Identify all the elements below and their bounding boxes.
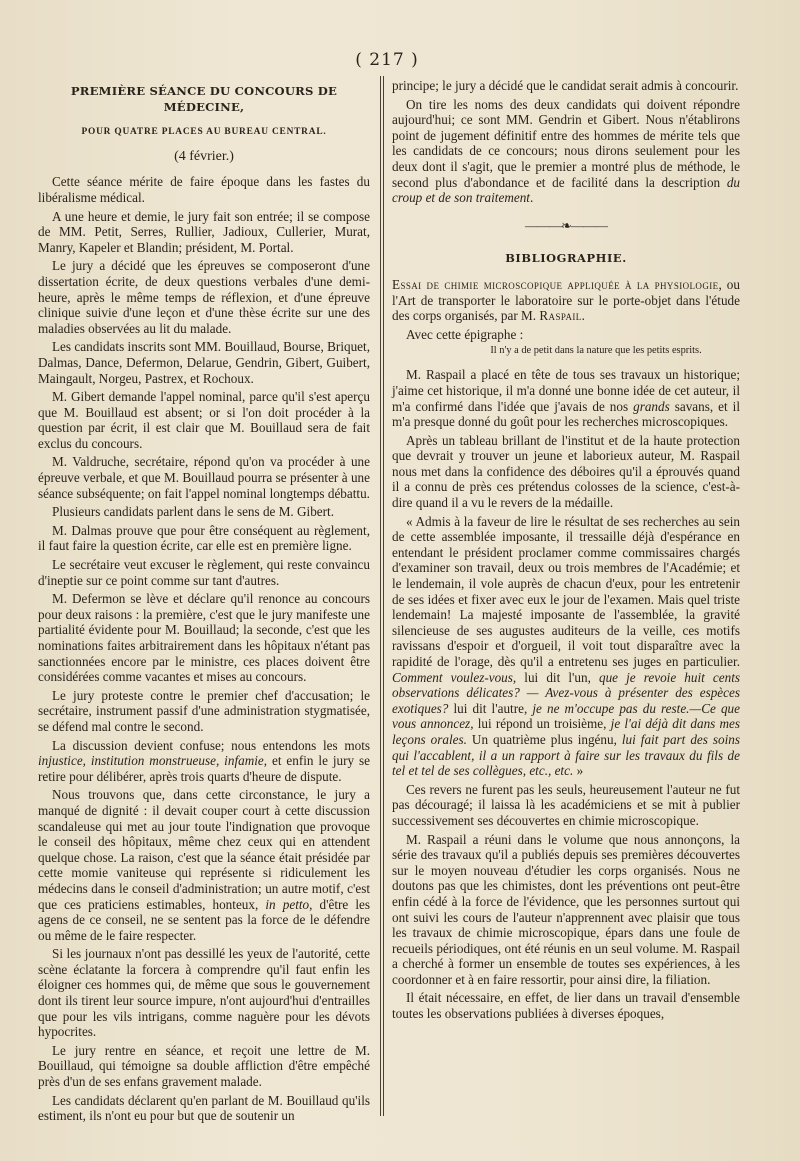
paragraph: M. Raspail a réuni dans le volume que nous annonçons, la série des travaux qu'il a publiés depuis ses premières découvertes sur le moyen nouveau d'étudier les corps organisés. Nous ne doutons pas que les chimistes, dont les préventions ont peut-être enfin cédé à la force de l'évidence, que les personnes surtout qui ont suivi les cours de l'auteur n'apprennent avec plaisir que tous les travaux de chimie microscopique, épars dans une foule de recueils périodiques, ont été réunis en un seul volume. M. Raspail a cherché à former un ensemble de toutes ses expériences, à les coordonner et à en faire ressortir, pour ainsi dire, la filiation. [392, 831, 740, 987]
article-date: (4 février.) [174, 148, 234, 164]
paragraph: M. Dalmas prouve que pour être conséquent au règlement, il faut faire la question écrite, car elle est en première ligne. [38, 522, 370, 554]
text-span: . [529, 190, 534, 206]
block-quote: « Admis à la faveur de lire le résultat de ses recherches au sein de cette assemblée imposante, il tressaille déjà d'espérance en entendant le président proclamer comme commissaires chargés d'examiner son travail, deux ou trois membres de l'Académie; et le lendemain, il vole auprès de chacun d'eux, pour les entretenir de ses idées et fixer avec eux le jour de l'examen. Mais quel triste lendemain! La majesté imposante de l'assemblée, la gravité silencieuse de ses augustes auditeurs de la veille, ces motifs ravissans d'espoir et d'orgueil, il voit tout disparaître avec la rapidité de l'orage, dès qu'il a entretenu ses juges en particulier. Comment voulez-vous, lui dit l'un, que je revoie huit cents observations délicates? — Avez-vous à présenter des espèces exotiques? lui dit l'autre, je ne m'occupe pas du reste.—Ce que vous annoncez, lui répond un troisième, je l'ai déjà dit dans mes leçons orales. Un quatrième plus ingénu, lui fait part des soins qui l'accablent, il a un rapport à faire sur les travaux du fils de tel et tel de ses collègues, etc., etc. » [392, 513, 741, 779]
italic-span: injustice, institution monstrueuse, infamie [38, 753, 264, 769]
section-separator: ———❧——— [525, 217, 607, 233]
right-column [392, 78, 740, 1025]
italic-span: du croup et de son traitement [392, 174, 740, 206]
quote-italic: je l'ai déjà dit dans mes leçons orales. [392, 716, 741, 747]
quote-text: lui dit l'autre, [448, 700, 533, 716]
paragraph: Si les journaux n'ont pas dessillé les yeux de l'autorité, cette scène éclatante la forcera à comprendre qu'il faut enfin les éloigner ces hommes qui, de même que sous le gouvernement dont ils tirent leur source impure, n'ont aujourd'hui d'entrailles que pour les vils intrigans, comme naguère pour les dévots hypocrites. [38, 946, 370, 1040]
text-span: savans, et il m'a presque donné du goût pour les recherches microscopiques. [392, 398, 740, 430]
left-column [38, 78, 370, 1127]
paragraph: Le jury rentre en séance, et reçoit une lettre de M. Bouillaud, qui témoigne sa double affliction d'être empêché près d'un de ses enfans gravement malade. [38, 1042, 370, 1090]
italic-span: grands [633, 398, 670, 414]
paragraph: Le secrétaire veut excuser le règlement, qui reste convaincu d'ineptie sur ce point comme sur tant d'autres. [38, 557, 370, 588]
book-entry [392, 277, 740, 324]
quote-italic: lui fait part des soins qui l'accablent, il a un rapport à faire sur les travaux du fils de tel et tel de ses collègues, etc., etc. [392, 731, 741, 779]
italic-span: in petto [265, 896, 310, 912]
paragraph: Les candidats inscrits sont MM. Bouillaud, Bourse, Briquet, Dalmas, Dance, Defermon, Delarue, Gendrin, Gibert, Guibert, Maingault, Norgeu, Pastrex, et Rochoux. [38, 339, 370, 386]
paragraph: M. Valdruche, secrétaire, répond qu'on va procéder à une épreuve verbale, et que M. Bouillaud pourra se présenter à une séance subséquente; on fait l'appel nominal longtemps débattu. [38, 454, 370, 501]
paragraph-continued: principe; le jury a décidé que le candidat serait admis à concourir. [392, 78, 739, 93]
bibliography-heading: BIBLIOGRAPHIE. [505, 251, 627, 266]
book-author: Raspail. [539, 308, 586, 324]
quote-text: lui répond un troisième, [473, 716, 611, 732]
quote-text: » [573, 763, 584, 779]
quote-text: Admis à la faveur de lire le résultat de ses recherches au sein de cette assemblée imposante, il tressaille déjà d'espérance en entendant le président proclamer comme commissaires chargés d'examiner son travail, deux ou trois membres de l'Académie; et le lendemain, il vole auprès de chacun d'eux, pour les entretenir de ses idées et fixer avec eux le jour de l'examen. Mais quel triste lendemain! La majesté imposante de l'assemblée, la gravité silencieuse de ses augustes auditeurs de la veille, ces motifs ravissans d'espoir et d'orgueil, il voit tout disparaître avec la rapidité de l'orage, dès qu'il a entretenu ses juges en particulier. [392, 513, 740, 669]
quote-italic: Comment voulez-vous [392, 669, 513, 685]
article-heading: PREMIÈRE SÉANCE DU CONCOURS DE MÉDECINE, [70, 84, 338, 114]
quote-text: Un quatrième plus ingénu, [466, 731, 622, 747]
text-span: M. Raspail a placé en tête de tous ses travaux un historique; j'aime cet historique, il m'a donné une bonne idée de cet auteur, il m'a confirmé dans l'idée que j'avais de nos [392, 367, 740, 414]
paragraph: A une heure et demie, le jury fait son entrée; il se compose de MM. Petit, Serres, Rullier, Jadioux, Cullerier, Murat, Manry, Kapeler et Blandin; président, M. Portal. [38, 208, 370, 255]
epigraph: Il n'y a de petit dans la nature que les petits esprits. [490, 345, 702, 357]
paragraph: Les candidats déclarent qu'en parlant de M. Bouillaud qu'ils estiment, ils n'ont eu pour but que de soutenir un [38, 1092, 370, 1124]
text-span: On tire les noms des deux candidats qui doivent répondre aujourd'hui; ce sont MM. Gendrin et Gibert. Nous n'établirons point de jugement définitif entre des hommes de mérite tels que les candidats de ce concours; nous dirons seulement pour les deux dont il s'agit, que le premier a montré plus de méthode, le second plus d'abondance et de facilité dans la description [392, 96, 740, 190]
quote-italic: je ne m'occupe pas du reste.—Ce que vous annoncez, [392, 700, 740, 732]
column-rule [380, 76, 384, 1116]
paragraph: Le jury a décidé que les épreuves se composeront d'une dissertation écrite, de deux questions verbales d'une demi-heure, après le même temps de réflexion, et d'une épreuve clinique suivie d'une leçon et d'une thèse écrite sur une des maladies observées au lit du malade. [38, 258, 370, 336]
paragraph: Plusieurs candidats parlent dans le sens de M. Gibert. [52, 504, 335, 520]
page-number: ( 217 ) [355, 50, 419, 70]
paragraph-gendrin [392, 97, 740, 206]
paragraph: Cette séance mérite de faire époque dans les fastes du libéralisme médical. [38, 174, 370, 205]
book-description: ou l'Art de transporter le laboratoire sur le porte-objet dans l'étude des corps organisés, par M. [392, 276, 740, 324]
article-subheading: POUR QUATRE PLACES AU BUREAU CENTRAL. [81, 127, 327, 138]
book-title: Essai de chimie microscopique appliquée à la physiologie, [392, 276, 723, 292]
epigraph-intro: Avec cette épigraphe : [406, 326, 524, 342]
text-span: , d'être les agens de ce conseil, ne se sentent pas la force de le défendre ou même de le faire respecter. [38, 896, 370, 943]
text-span: Nous trouvons que, dans cette circonstance, le jury a manqué de dignité : il devait couper court à cette discussion scandaleuse qui met au jour toute l'indignation que provoque le conseil des hôpitaux, même chez ceux qui en attendent quelque chose. La raison, c'est que la séance était présidée par cette momie vaniteuse qui représente si ridiculement les médecins dans le conseil d'administration; un autre motif, c'est que ces praticiens estimables, honteux, [38, 787, 370, 912]
paragraph: Ces revers ne furent pas les seuls, heureusement l'auteur ne fut pas découragé; il laissa là les académiciens et se mit à publier successivement ses découvertes en chimie microscopique. [392, 781, 740, 828]
text-span: , et enfin le jury se retire pour délibérer, après trois quarts d'heure de dispute. [38, 753, 370, 784]
paragraph-discussion [38, 738, 370, 785]
paragraph: Après un tableau brillant de l'institut et de la haute protection que devrait y trouver un jeune et laborieux auteur, M. Raspail nous met dans la confidence des déboires qu'il a éprouvés quand il a connu de près ces prétendus colosses de la science, c'est-à-dire quand il a vu le revers de la médaille. [392, 432, 740, 511]
quote-italic: que je revoie huit cents observations délicates? — Avez-vous à présenter des espèces exotiques? [392, 669, 740, 716]
paragraph-raspail [392, 367, 740, 429]
paragraph: M. Defermon se lève et déclare qu'il renonce au concours pour deux raisons : la première, c'est que le jury manifeste une partialité évidente pour M. Bouillaud; la seconde, c'est que les nominations faites arbitrairement dans les hôpitaux n'étant pas sanctionnées encore par le ministre, ces places doivent être considérées comme vacantes et mises au concours. [38, 591, 370, 685]
paragraph: M. Gibert demande l'appel nominal, parce qu'il s'est aperçu que M. Bouillaud est absent; or si l'on doit procéder à la question par écrit, il est clair que M. Bouillaud sera de fait exclus du concours. [38, 389, 370, 451]
paragraph-nous [38, 787, 370, 943]
paragraph: Il était nécessaire, en effet, de lier dans un travail d'ensemble toutes les observations publiées à diverses époques, [392, 990, 740, 1022]
paragraph: Le jury proteste contre le premier chef d'accusation; le secrétaire, instrument passif d'une administration stygmatisée, se défend mal contre le second. [38, 687, 370, 734]
quote-text: , lui dit l'un, [512, 669, 599, 685]
text-span: La discussion devient confuse; nous entendons les mots [52, 737, 370, 753]
